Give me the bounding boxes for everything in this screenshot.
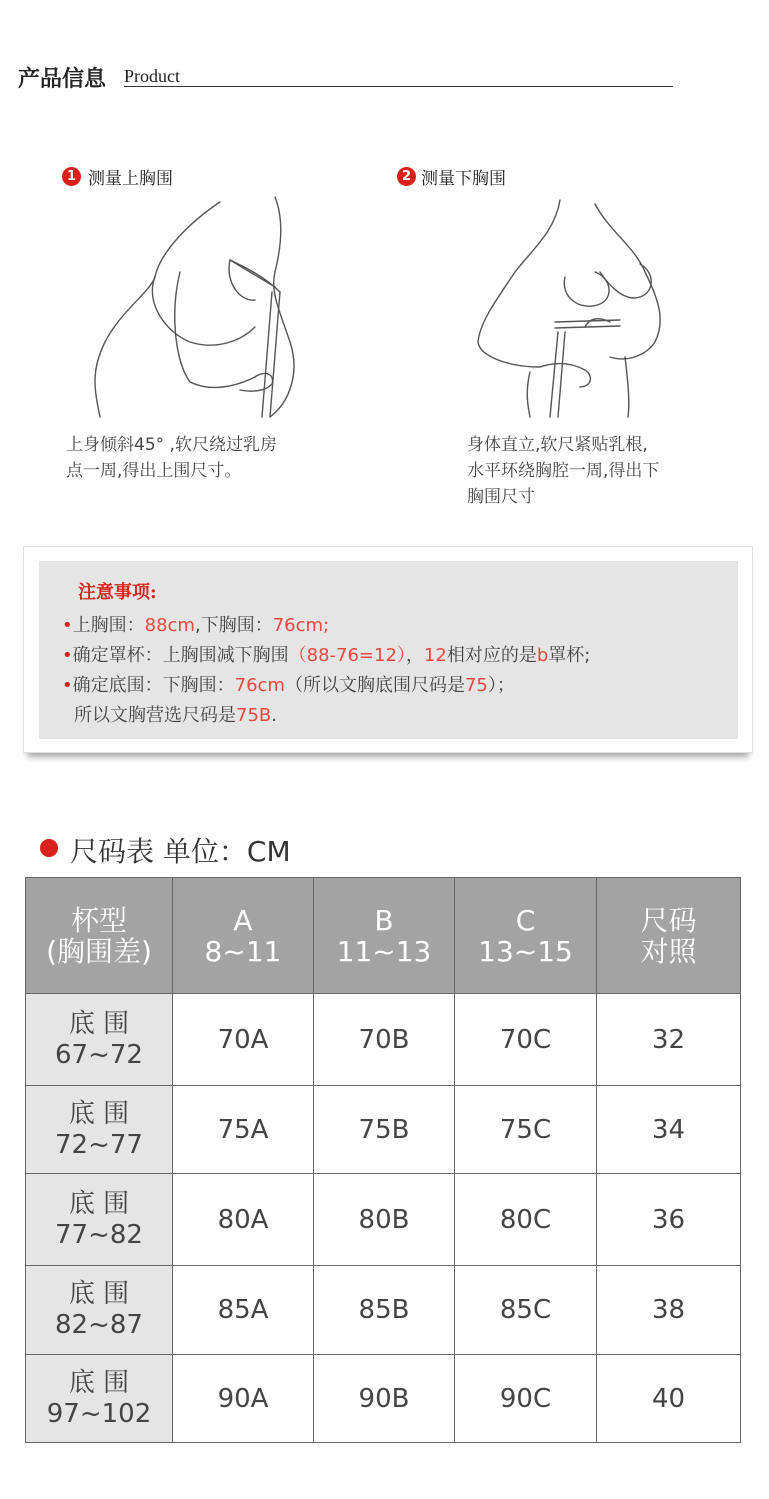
step-2-number: 2 — [397, 167, 416, 186]
size-cell: 80C — [455, 1174, 597, 1266]
size-ref-cell: 36 — [597, 1174, 741, 1266]
size-cell: 80A — [173, 1174, 314, 1266]
size-cell: 75C — [455, 1086, 597, 1174]
table-row — [26, 1266, 741, 1355]
size-cell: 70B — [314, 994, 455, 1086]
row-band-label: 底 围 82~87 — [26, 1266, 173, 1355]
step-2-title: 测量下胸围 — [421, 169, 506, 189]
size-cell: 90C — [455, 1355, 597, 1443]
row-band-label: 底 围 67~72 — [26, 994, 173, 1086]
row-band-label: 底 围 72~77 — [26, 1086, 173, 1174]
bullet-icon: • — [62, 675, 73, 696]
table-row — [26, 1086, 741, 1174]
size-cell: 90B — [314, 1355, 455, 1443]
header-cup-a: A 8~11 — [173, 878, 314, 994]
bullet-icon: • — [62, 645, 73, 666]
size-cell: 90A — [173, 1355, 314, 1443]
size-ref-cell: 38 — [597, 1266, 741, 1355]
size-cell: 70C — [455, 994, 597, 1086]
table-row — [26, 1174, 741, 1266]
section-subtitle: Product — [124, 66, 180, 86]
size-chart-heading: 尺码表 单位：CM — [70, 835, 291, 868]
size-cell: 70A — [173, 994, 314, 1086]
size-ref-cell: 40 — [597, 1355, 741, 1443]
header-cup-b: B 11~13 — [314, 878, 455, 994]
header-divider — [124, 86, 673, 87]
size-chart-table — [25, 877, 741, 1443]
step-2-desc-line-3: 胸围尺寸 — [467, 487, 535, 507]
step-1-title: 测量上胸围 — [88, 169, 173, 189]
size-cell: 85A — [173, 1266, 314, 1355]
step-2-desc-line-1: 身体直立,软尺紧贴乳根, — [467, 435, 648, 455]
table-row — [26, 1355, 741, 1443]
header-cup-type: 杯型 (胸围差) — [26, 878, 173, 994]
size-cell: 75A — [173, 1086, 314, 1174]
header-size-ref: 尺码 对照 — [597, 878, 741, 994]
measure-lower-bust-illustration — [470, 192, 670, 422]
step-1-desc-line-2: 点一周,得出上围尺寸。 — [66, 461, 242, 481]
notice-line-4: 所以文胸营选尺码是75B. — [74, 705, 277, 726]
header-cup-c: C 13~15 — [455, 878, 597, 994]
table-header-row — [26, 878, 741, 994]
notice-title: 注意事项: — [78, 582, 157, 603]
size-cell: 75B — [314, 1086, 455, 1174]
size-ref-cell: 34 — [597, 1086, 741, 1174]
table-row — [26, 994, 741, 1086]
size-cell: 85C — [455, 1266, 597, 1355]
measure-upper-bust-illustration — [80, 192, 320, 422]
step-2-desc-line-2: 水平环绕胸腔一周,得出下 — [467, 461, 660, 481]
bullet-icon: • — [62, 615, 73, 636]
notice-line-3: •确定底围：下胸围：76cm（所以文胸底围尺码是75）； — [62, 675, 515, 696]
notice-line-1: •上胸围：88cm,下胸围：76cm; — [62, 615, 330, 636]
size-cell: 80B — [314, 1174, 455, 1266]
row-band-label: 底 围 77~82 — [26, 1174, 173, 1266]
step-1-desc-line-1: 上身倾斜45° ,软尺绕过乳房 — [66, 435, 277, 455]
section-title: 产品信息 — [18, 66, 107, 92]
size-cell: 85B — [314, 1266, 455, 1355]
notice-line-2: •确定罩杯：上胸围减下胸围（88-76=12），12相对应的是b罩杯; — [62, 645, 591, 666]
size-ref-cell: 32 — [597, 994, 741, 1086]
row-band-label: 底 围 97~102 — [26, 1355, 173, 1443]
step-1-number: 1 — [62, 167, 81, 186]
heading-dot-icon — [40, 839, 58, 857]
